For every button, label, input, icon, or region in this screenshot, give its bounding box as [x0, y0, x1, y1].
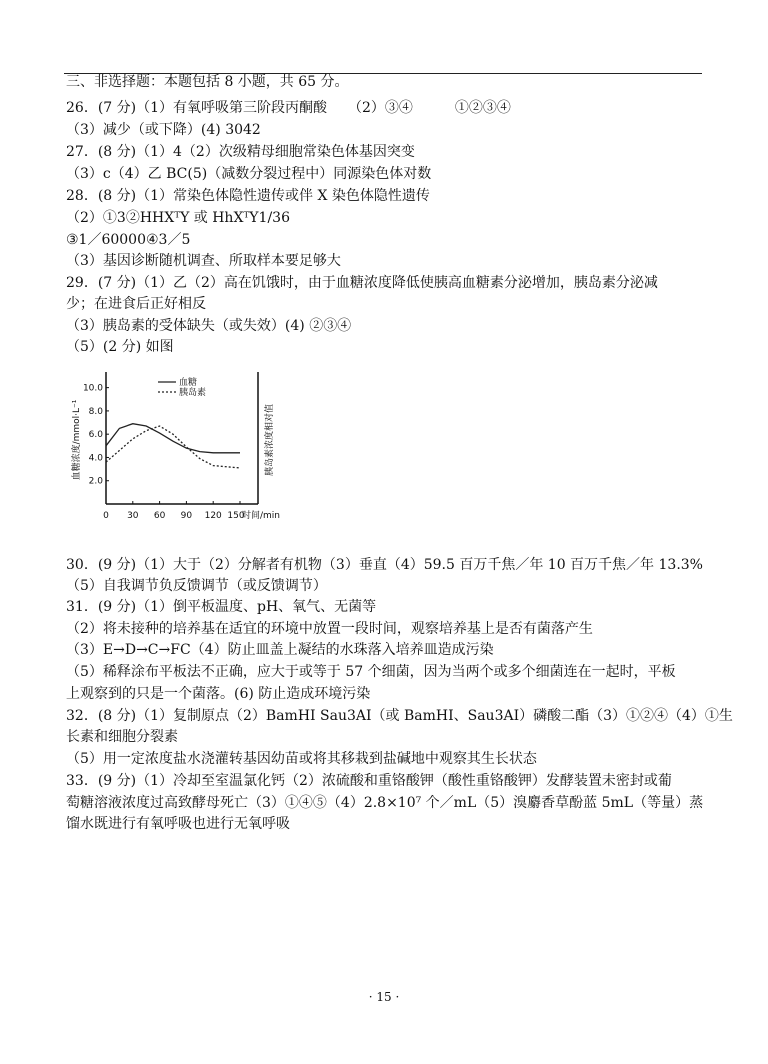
text-line: 27．(8 分)（1）4（2）次级精母细胞常染色体基因突变	[66, 144, 415, 160]
series-line-2	[106, 426, 240, 468]
header-rule	[64, 73, 702, 74]
y2-axis-label: 胰岛素浓度相对值	[265, 403, 275, 477]
text-line: （3）减少（或下降）(4) 3042	[66, 122, 261, 138]
y-tick-label: 4.0	[88, 453, 103, 464]
text-line: （2）①3②HHXᵀY 或 HhXᵀY1/36	[66, 210, 290, 226]
text-line: 少；在进食后正好相反	[66, 296, 206, 312]
text-line: （3）基因诊断随机调查、所取样本要足够大	[66, 253, 341, 269]
text-line: （3）胰岛素的受体缺失（或失效）(4) ②③④	[66, 318, 352, 334]
text-line: 萄糖溶液浓度过高致酵母死亡（3）①④⑤（4）2.8×10⁷ 个／mL（5）溴麝香草酚蓝 5mL（等量）蒸	[66, 795, 704, 811]
x-tick-label: 150	[227, 511, 245, 521]
text-line: 31．(9 分)（1）倒平板温度、pH、氧气、无菌等	[66, 599, 377, 615]
section-header: 三、非选择题：本题包括 8 小题，共 65 分。	[66, 74, 349, 90]
y-tick-label: 2.0	[88, 476, 103, 487]
text-line: （5）自我调节负反馈调节（或反馈调节）	[66, 578, 327, 594]
text-line: 30．(9 分)（1）大于（2）分解者有机物（3）垂直（4）59.5 百万千焦／年 10 百万千焦／年 13.3%	[66, 557, 703, 573]
legend-label: 胰岛素	[179, 388, 207, 398]
text-line: 26．(7 分)（1）有氧呼吸第三阶段丙酮酸 （2）③④ ①②③④	[66, 100, 511, 116]
text-line: 馏水既进行有氧呼吸也进行无氧呼吸	[66, 816, 290, 832]
glucose-insulin-chart	[66, 364, 306, 534]
text-line: （5）稀释涂布平板法不正确，应大于或等于 57 个细菌，因为当两个或多个细菌连在一起时，平板	[66, 664, 676, 680]
text-line: （3）c（4）乙 BC(5)（减数分裂过程中）同源染色体对数	[66, 166, 432, 182]
x-tick-label: 60	[153, 511, 166, 521]
y-tick-label: 10.0	[82, 383, 103, 394]
text-line: 33．(9 分)（1）冷却至室温氯化钙（2）浓硫酸和重铬酸钾（酸性重铬酸钾）发酵装置未密封或葡	[66, 773, 672, 789]
text-line: ③1／60000④3／5	[66, 232, 191, 248]
text-line: （5）用一定浓度盐水浇灌转基因幼苗或将其移栽到盐碱地中观察其生长状态	[66, 751, 537, 767]
text-line: （3）E→D→C→FC（4）防止皿盖上凝结的水珠落入培养皿造成污染	[66, 642, 494, 658]
x-tick-label: 120	[204, 511, 222, 521]
text-line: 28．(8 分)（1）常染色体隐性遗传或伴 X 染色体隐性遗传	[66, 188, 430, 204]
x-tick-label: 90	[180, 511, 193, 521]
x-tick-label: 30	[127, 511, 139, 521]
x-tick-label: 0	[103, 511, 109, 521]
y-tick-label: 6.0	[88, 430, 103, 441]
text-line: 上观察到的只是一个菌落。(6) 防止造成环境污染	[66, 686, 371, 702]
text-line: 长素和细胞分裂素	[66, 729, 178, 745]
text-line: （5）(2 分) 如图	[66, 339, 174, 355]
page-number: · 15 ·	[368, 990, 400, 1004]
x-axis-label: 时间/min	[242, 511, 281, 521]
legend-label: 血糖	[179, 378, 198, 388]
y-tick-label: 8.0	[88, 406, 103, 417]
text-line: 29．(7 分)（1）乙（2）高在饥饿时，由于血糖浓度降低使胰高血糖素分泌增加，胰岛素分泌减	[66, 275, 658, 291]
text-line: （2）将未接种的培养基在适宜的环境中放置一段时间，观察培养基上是否有菌落产生	[66, 621, 593, 637]
y-axis-label: 血糖浓度/mmol·L⁻¹	[72, 399, 82, 481]
series-line-1	[106, 424, 240, 453]
text-line: 32．(8 分)（1）复制原点（2）BamHI Sau3AI（或 BamHI、Sau3AI）磷酸二酯（3）①②④（4）①生	[66, 708, 733, 724]
